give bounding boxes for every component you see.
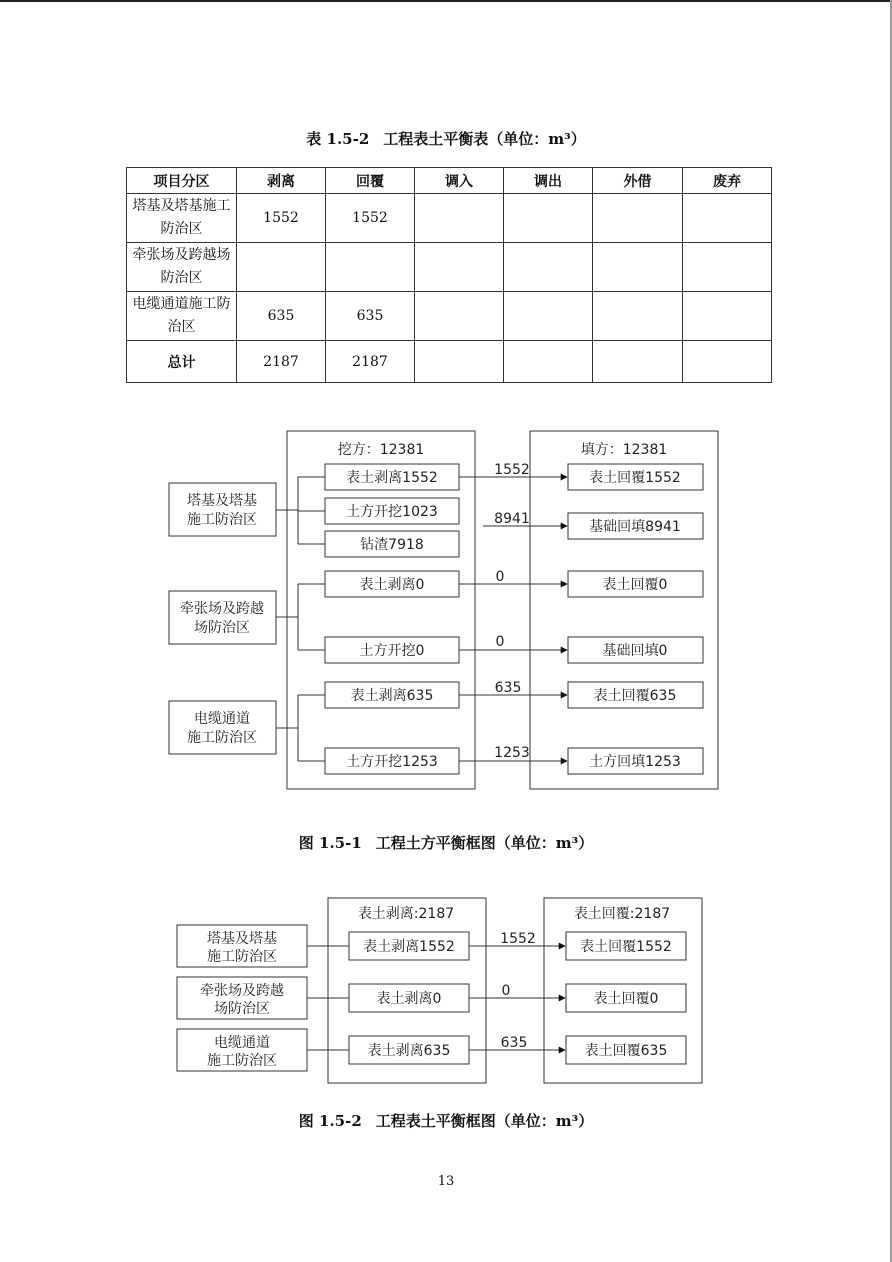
- header-transfer-out: 调出: [504, 168, 593, 194]
- flow-value: 8941: [494, 511, 530, 527]
- area-label-line2: 施工防治区: [207, 949, 277, 965]
- connector-lines: [276, 477, 325, 544]
- total-label: 总计: [127, 341, 237, 383]
- area-label-line1: 牵张场及跨越: [180, 601, 264, 617]
- table-caption-text: 工程表土平衡表（单位：m³）: [383, 130, 586, 148]
- header-borrow: 外借: [593, 168, 683, 194]
- area-label-line1: 塔基及塔基: [207, 931, 277, 947]
- row-area: 牵张场及跨越场防治区: [127, 243, 237, 292]
- row-area: 塔基及塔基施工防治区: [127, 194, 237, 243]
- area-box: [169, 701, 276, 754]
- source-label: 表土剥离635: [350, 688, 434, 704]
- cover-header: 表土回覆:2187: [573, 906, 671, 922]
- target-label: 基础回填8941: [589, 519, 681, 535]
- excavation-header: 挖方：12381: [337, 442, 425, 458]
- area-label-line1: 牵张场及跨越: [200, 983, 284, 999]
- flow-value: 635: [500, 1035, 528, 1051]
- source-label: 表土剥离635: [367, 1043, 451, 1059]
- figure-1-caption-number: 图 1.5-1: [298, 834, 362, 852]
- row-strip: 635: [237, 292, 326, 341]
- row-cover: 1552: [326, 194, 415, 243]
- area-label-line2: 场防治区: [194, 620, 250, 636]
- figure-2-caption: [0, 1110, 892, 1131]
- topsoil-diagram-labels: [200, 905, 672, 1069]
- area-label-line1: 电缆通道: [214, 1035, 270, 1051]
- flow-value: 1552: [500, 931, 536, 947]
- source-label: 表土剥离0: [359, 577, 425, 593]
- flow-value: 0: [501, 983, 511, 999]
- area-box: [169, 591, 276, 644]
- figure-1-caption-text: 工程土方平衡框图（单位：m³）: [375, 834, 594, 852]
- area-label-line1: 塔基及塔基: [187, 493, 257, 509]
- table-caption-number: 表 1.5-2: [306, 130, 370, 148]
- source-label: 表土剥离1552: [363, 939, 455, 955]
- fill-header: 填方：12381: [580, 442, 668, 458]
- header-strip: 剥离: [237, 168, 326, 194]
- header-area: 项目分区: [127, 168, 237, 194]
- header-cover: 回覆: [326, 168, 415, 194]
- flow-value: 0: [495, 569, 505, 585]
- target-label: 表土回覆635: [593, 688, 677, 704]
- target-label: 表土回覆0: [593, 991, 659, 1007]
- area-label-line2: 施工防治区: [187, 512, 257, 528]
- total-strip: 2187: [237, 341, 326, 383]
- target-label: 基础回填0: [602, 643, 668, 659]
- header-waste: 废弃: [683, 168, 772, 194]
- area-label-line1: 电缆通道: [194, 711, 250, 727]
- flow-value: 1552: [494, 462, 530, 478]
- area-label-line2: 场防治区: [214, 1001, 270, 1017]
- figure-2-caption-number: 图 1.5-2: [298, 1112, 362, 1130]
- area-label-line2: 施工防治区: [207, 1053, 277, 1069]
- flow-value: 0: [495, 634, 505, 650]
- area-box: [169, 483, 276, 536]
- flow-value: 635: [494, 680, 522, 696]
- figure-2-caption-text: 工程表土平衡框图（单位：m³）: [375, 1112, 594, 1130]
- row-strip: 1552: [237, 194, 326, 243]
- source-label: 土方开挖1253: [346, 754, 438, 770]
- figure-1-caption: [0, 832, 892, 853]
- row-cover: 635: [326, 292, 415, 341]
- flow-value: 1253: [494, 745, 530, 761]
- target-label: 表土回覆1552: [589, 470, 681, 486]
- target-label: 表土回覆635: [584, 1043, 668, 1059]
- connector-lines: [276, 695, 325, 761]
- total-cover: 2187: [326, 341, 415, 383]
- row-area: 电缆通道施工防治区: [127, 292, 237, 341]
- area-label-line2: 施工防治区: [187, 730, 257, 746]
- source-label: 土方开挖1023: [346, 504, 438, 520]
- target-label: 表土回覆0: [602, 577, 668, 593]
- target-label: 表土回覆1552: [580, 939, 672, 955]
- target-label: 土方回填1253: [589, 754, 681, 770]
- source-label: 表土剥离0: [376, 991, 442, 1007]
- strip-header: 表土剥离:2187: [357, 906, 455, 922]
- source-label: 土方开挖0: [359, 643, 425, 659]
- page-number: 13: [437, 1174, 455, 1189]
- source-label: 表土剥离1552: [346, 470, 438, 486]
- header-transfer-in: 调入: [415, 168, 504, 194]
- source-label: 钻渣7918: [360, 537, 424, 553]
- connector-lines: [276, 584, 325, 650]
